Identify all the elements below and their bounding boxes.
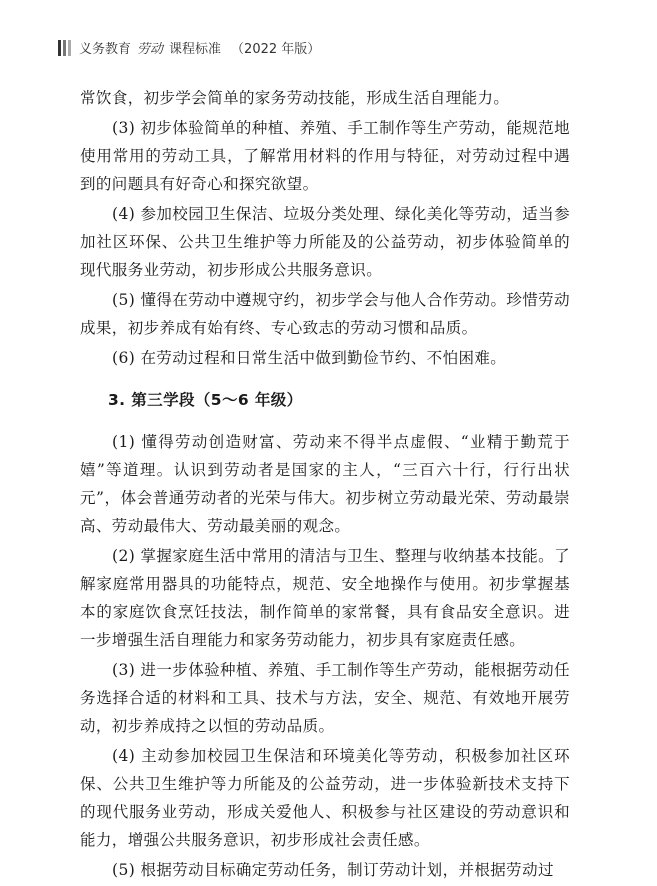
paragraph: (2) 掌握家庭生活中常用的清洁与卫生、整理与收纳基本技能。了解家庭常用器具的功能特点，规范、安全地操作与使用。初步掌握基本的家庭饮食烹饪技法，制作简单的家常餐，具有食品安全意识。进一步增强生活自理能力和家务劳动能力，初步具有家庭责任感。: [80, 547, 570, 649]
paragraph: (1) 懂得劳动创造财富、劳动来不得半点虚假、“业精于勤荒于嬉”等道理。认识到劳动者是国家的主人，“三百六十行，行行出状元”，体会普通劳动者的光荣与伟大。初步树立劳动最光荣、劳动最崇高、劳动最伟大、劳动最美丽的观念。: [80, 433, 570, 535]
header-bars-icon: [58, 40, 71, 56]
paragraph: (3) 进一步体验种植、养殖、手工制作等生产劳动，能根据劳动任务选择合适的材料和工具、技术与方法，安全、规范、有效地开展劳动，初步养成持之以恒的劳动品质。: [80, 661, 570, 735]
paragraph: (4) 主动参加校园卫生保洁和环境美化等劳动，积极参加社区环保、公共卫生维护等力所能及的公益劳动，进一步体验新技术支持下的现代服务业劳动，形成关爱他人、积极参与社区建设的劳动意识和能力，增强公共服务意识，初步形成社会责任感。: [80, 747, 570, 849]
paragraph: (6) 在劳动过程和日常生活中做到勤俭节约、不怕困难。: [112, 349, 507, 367]
header-italic: 劳动: [137, 42, 164, 57]
header-suffix: 课程标准: [169, 42, 222, 57]
paragraph: (4) 参加校园卫生保洁、垃圾分类处理、绿化美化等劳动，适当参加社区环保、公共卫生维护等力所能及的公益劳动，初步体验简单的现代服务业劳动，初步形成公共服务意识。: [80, 205, 570, 279]
section-heading: 3. 第三学段（5～6 年级）: [108, 391, 303, 409]
header-year: （2022 年版）: [231, 42, 321, 57]
running-header: [58, 38, 320, 57]
header-prefix: 义务教育: [79, 42, 132, 57]
paragraph: (3) 初步体验简单的种植、养殖、手工制作等生产劳动，能规范地使用常用的劳动工具，了解常用材料的作用与特征，对劳动过程中遇到的问题具有好奇心和探究欲望。: [80, 119, 570, 193]
page-body: [80, 84, 570, 886]
paragraph: (5) 根据劳动目标确定劳动任务，制订劳动计划，并根据劳动过: [112, 861, 554, 879]
paragraph-continued: 常饮食，初步学会简单的家务劳动技能，形成生活自理能力。: [80, 89, 510, 107]
paragraph: (5) 懂得在劳动中遵规守约，初步学会与他人合作劳动。珍惜劳动成果，初步养成有始有终、专心致志的劳动习惯和品质。: [80, 291, 570, 337]
